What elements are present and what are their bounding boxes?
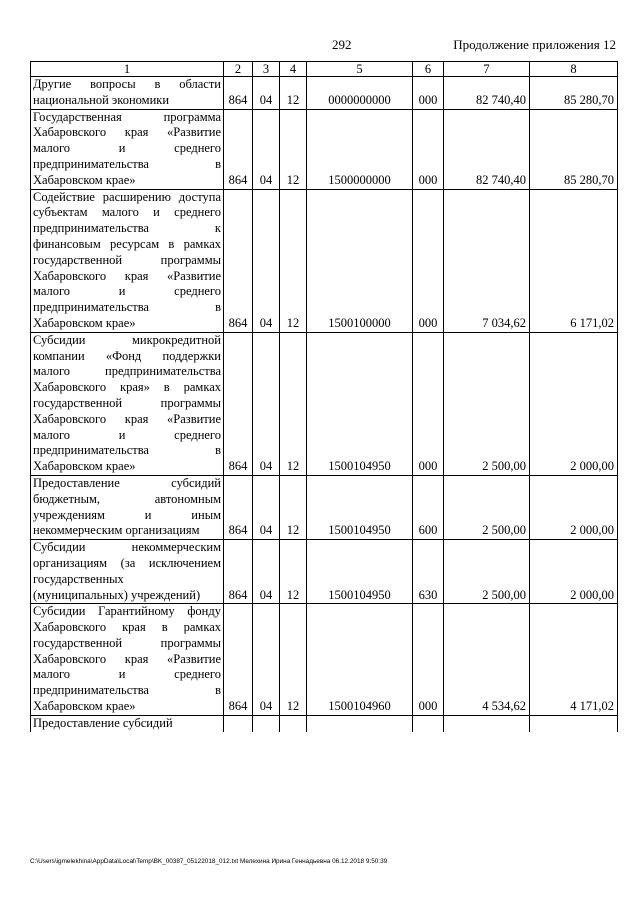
target-article-cell: 0000000000: [307, 77, 413, 110]
amount-year2-cell: 2 000,00: [530, 475, 618, 539]
table-row: [31, 715, 618, 731]
table-row: [31, 332, 618, 475]
ministry-code-cell: 864: [224, 189, 253, 332]
row-name-cell: Предоставление субсидий бюджетным, автономным учреждениям и иным некоммерческим организациям: [31, 475, 224, 539]
section-code-cell: 04: [253, 475, 280, 539]
table-row: [31, 604, 618, 716]
column-header: 6: [413, 62, 444, 77]
subsection-code-cell: 12: [280, 540, 307, 604]
amount-year1-cell: 82 740,40: [444, 77, 530, 110]
expense-type-cell: 000: [413, 189, 444, 332]
target-article-cell: 1500104950: [307, 475, 413, 539]
expense-type-cell: 600: [413, 475, 444, 539]
ministry-code-cell: 864: [224, 109, 253, 189]
amount-year2-cell: 2 000,00: [530, 332, 618, 475]
row-name-cell: Другие вопросы в области национальной экономики: [31, 77, 224, 110]
target-article-cell: 1500104950: [307, 540, 413, 604]
appendix-continuation-title: Продолжение приложения 12: [453, 37, 616, 52]
target-article-cell: 1500100000: [307, 189, 413, 332]
column-header: 7: [444, 62, 530, 77]
column-header: 4: [280, 62, 307, 77]
ministry-code-cell: [224, 715, 253, 731]
row-name-cell: Содействие расширению доступа субъектам малого и среднего предпринимательства к финансовым ресурсам в рамках государственной программы Хабаровского края «Развитие малого и среднего предпринимательства в Хабаровском крае»: [31, 189, 224, 332]
expense-type-cell: 000: [413, 109, 444, 189]
column-header: 8: [530, 62, 618, 77]
amount-year2-cell: [530, 715, 618, 731]
row-name-cell: Субсидии микрокредитной компании «Фонд поддержки малого предпринимательства Хабаровского края» в рамках государственной программы Хабаровского края «Развитие малого и среднего предпринимательства в Хабаровском крае»: [31, 332, 224, 475]
subsection-code-cell: 12: [280, 77, 307, 110]
table-row: [31, 109, 618, 189]
expense-type-cell: [413, 715, 444, 731]
amount-year2-cell: 4 171,02: [530, 604, 618, 716]
subsection-code-cell: 12: [280, 189, 307, 332]
column-header: 1: [31, 62, 224, 77]
section-code-cell: 04: [253, 540, 280, 604]
table-row: [31, 189, 618, 332]
section-code-cell: 04: [253, 332, 280, 475]
section-code-cell: 04: [253, 77, 280, 110]
ministry-code-cell: 864: [224, 475, 253, 539]
amount-year1-cell: 2 500,00: [444, 475, 530, 539]
table-row: [31, 475, 618, 539]
row-name-cell: Предоставление субсидий: [31, 715, 224, 731]
subsection-code-cell: 12: [280, 604, 307, 716]
section-code-cell: 04: [253, 189, 280, 332]
subsection-code-cell: 12: [280, 475, 307, 539]
amount-year1-cell: 82 740,40: [444, 109, 530, 189]
ministry-code-cell: 864: [224, 540, 253, 604]
subsection-code-cell: 12: [280, 332, 307, 475]
amount-year1-cell: 2 500,00: [444, 540, 530, 604]
amount-year2-cell: 85 280,70: [530, 109, 618, 189]
ministry-code-cell: 864: [224, 604, 253, 716]
page-number: 292: [332, 37, 352, 52]
budget-table: [30, 61, 618, 732]
expense-type-cell: 000: [413, 332, 444, 475]
amount-year1-cell: 4 534,62: [444, 604, 530, 716]
section-code-cell: 04: [253, 109, 280, 189]
subsection-code-cell: 12: [280, 109, 307, 189]
amount-year2-cell: 85 280,70: [530, 77, 618, 110]
target-article-cell: [307, 715, 413, 731]
amount-year1-cell: 7 034,62: [444, 189, 530, 332]
target-article-cell: 1500104960: [307, 604, 413, 716]
table-row: [31, 540, 618, 604]
column-header: 2: [224, 62, 253, 77]
row-name-cell: Субсидии Гарантийному фонду Хабаровского края в рамках государственной программы Хабаровского края «Развитие малого и среднего предпринимательства в Хабаровском крае»: [31, 604, 224, 716]
section-code-cell: [253, 715, 280, 731]
table-header-row: [31, 62, 618, 77]
target-article-cell: 1500000000: [307, 109, 413, 189]
section-code-cell: 04: [253, 604, 280, 716]
table-row: [31, 77, 618, 110]
footer-file-path: C:\Users\igmelekhina\AppData\Local\Temp\BK_00387_05122018_012.txt Мелехина Ирина Геннадьевна 06.12.2018 9:50:39: [30, 858, 388, 865]
amount-year2-cell: 2 000,00: [530, 540, 618, 604]
row-name-cell: Субсидии некоммерческим организациям (за исключением государственных (муниципальных) учреждений): [31, 540, 224, 604]
row-name-cell: Государственная программа Хабаровского края «Развитие малого и среднего предпринимательства в Хабаровском крае»: [31, 109, 224, 189]
ministry-code-cell: 864: [224, 332, 253, 475]
amount-year2-cell: 6 171,02: [530, 189, 618, 332]
column-header: 5: [307, 62, 413, 77]
amount-year1-cell: 2 500,00: [444, 332, 530, 475]
ministry-code-cell: 864: [224, 77, 253, 110]
expense-type-cell: 000: [413, 77, 444, 110]
column-header: 3: [253, 62, 280, 77]
amount-year1-cell: [444, 715, 530, 731]
expense-type-cell: 630: [413, 540, 444, 604]
target-article-cell: 1500104950: [307, 332, 413, 475]
subsection-code-cell: [280, 715, 307, 731]
expense-type-cell: 000: [413, 604, 444, 716]
